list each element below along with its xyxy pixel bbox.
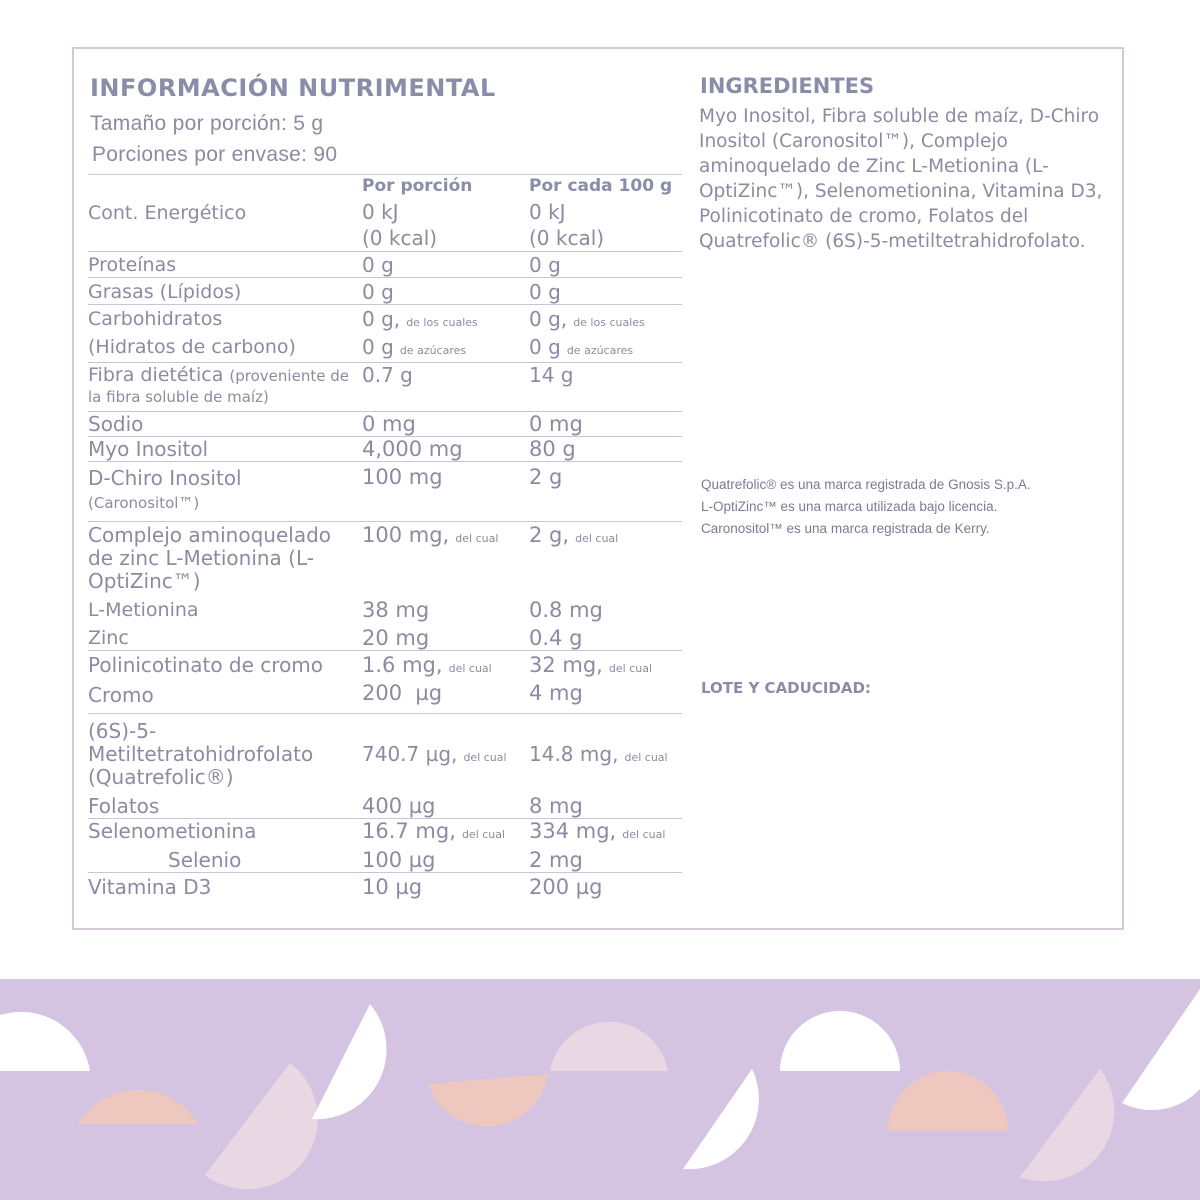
folate-complex-value-100g: 14.8 mg,	[529, 742, 619, 766]
serving-size: Tamaño por porción: 5 g	[90, 112, 324, 135]
nutrition-title: INFORMACIÓN NUTRIMENTAL	[90, 74, 496, 102]
zinc-per-serving: 20 mg	[362, 626, 430, 650]
vitd-per-serving: 10 µg	[362, 873, 529, 900]
chromium-poly-value-serving: 1.6 mg,	[362, 653, 443, 677]
carbs-value-100g: 0 g,	[529, 307, 568, 331]
dchiro-per-100g: 2 g	[529, 462, 682, 522]
table-header-row	[88, 175, 682, 200]
selenium-per-serving: 100 µg	[362, 848, 436, 872]
sugars-per-100g	[529, 334, 682, 363]
row-label-chromium: Cromo	[88, 683, 154, 707]
table-row	[88, 252, 682, 278]
table-row	[88, 278, 682, 305]
carbs-note-serving: de los cuales	[406, 316, 478, 329]
seleno-note-serving: del cual	[461, 828, 506, 841]
row-label-carbs-sub: (Hidratos de carbono)	[88, 336, 296, 358]
row-label-chromium-poly: Polinicotinato de cromo	[88, 651, 362, 681]
fiber-label: Fibra dietética	[88, 364, 224, 386]
dchiro-per-serving: 100 mg	[362, 462, 529, 522]
seleno-per-serving	[362, 819, 529, 847]
table-row	[88, 714, 682, 790]
fiber-label-note: (proveniente de la fibra soluble de maíz)	[88, 367, 349, 406]
carbs-value-serving: 0 g,	[362, 307, 401, 331]
methionine-per-100g: 0.8 mg	[529, 598, 603, 622]
table-row	[88, 462, 682, 522]
seleno-value-100g: 334 mg,	[529, 819, 617, 843]
row-label-folates: Folatos	[88, 794, 160, 818]
sodium-per-100g: 0 mg	[529, 412, 682, 437]
row-label-energy: Cont. Energético	[88, 202, 247, 224]
row-label-vitd: Vitamina D3	[88, 873, 362, 900]
folate-complex-note-100g: del cual	[624, 751, 668, 764]
sugars-value-serving: 0 g	[362, 335, 394, 359]
protein-per-serving: 0 g	[362, 252, 529, 278]
zinc-complex-value-100g: 2 g,	[529, 523, 570, 547]
table-row	[88, 437, 682, 462]
folate-complex-per-100g	[529, 714, 682, 790]
chromium-poly-value-100g: 32 mg,	[529, 653, 603, 677]
nutrition-table	[88, 174, 682, 899]
zinc-complex-value-serving: 100 mg,	[362, 523, 450, 547]
sugars-note-serving: de azúcares	[399, 344, 467, 357]
row-label-selenium: Selenio	[168, 848, 242, 872]
energy-kcal-serving: (0 kcal)	[362, 226, 438, 250]
table-row	[88, 334, 682, 363]
chromium-poly-note-100g: del cual	[608, 662, 653, 675]
vitd-per-100g: 200 µg	[529, 873, 682, 900]
ingredients-text: Myo Inositol, Fibra soluble de maíz, D-Chiro Inositol (Caronositol™), Complejo aminoquelado de Zinc L-Metionina (L-OptiZinc™), Selenometionina, Vitamina D3, Polinicotinato de cromo, Folatos del Quatrefolic® (6S)-5-metiltetrahidrofolato.	[699, 106, 1103, 252]
seleno-per-100g	[529, 819, 682, 847]
table-row	[88, 789, 682, 819]
zinc-complex-note-100g: del cual	[575, 532, 619, 545]
row-label-seleno: Selenometionina	[88, 819, 362, 847]
table-row	[88, 363, 682, 412]
chromium-poly-per-serving	[362, 651, 529, 681]
folate-complex-value-serving: 740.7 µg,	[362, 742, 458, 766]
table-row	[88, 819, 682, 847]
seleno-note-100g: del cual	[622, 828, 666, 841]
row-label-zinc-complex: Complejo aminoquelado de zinc L-Metionina (L-OptiZinc™)	[88, 522, 362, 594]
table-row	[88, 846, 682, 873]
zinc-complex-per-serving	[362, 522, 529, 594]
energy-per-serving	[362, 199, 529, 252]
trademark-caronositol: Caronositol™ es una marca registrada de Kerry.	[701, 521, 990, 536]
row-label-protein: Proteínas	[88, 252, 362, 278]
ingredients-title: INGREDIENTES	[700, 74, 875, 98]
row-label-sodium: Sodio	[88, 412, 362, 437]
myo-per-serving: 4,000 mg	[362, 437, 529, 462]
table-row	[88, 199, 682, 252]
energy-kcal-100g: (0 kcal)	[529, 226, 605, 250]
header-blank	[88, 175, 362, 200]
header-per-serving: Por porción	[362, 175, 529, 200]
row-label-myo: Myo Inositol	[88, 437, 362, 462]
folates-per-100g: 8 mg	[529, 794, 583, 818]
table-row	[88, 593, 682, 622]
band-background	[0, 979, 1200, 1200]
table-row	[88, 622, 682, 651]
selenium-per-100g: 2 mg	[529, 848, 583, 872]
row-label-dchiro	[88, 462, 362, 522]
sugars-value-100g: 0 g	[529, 335, 561, 359]
chromium-per-serving: 200 µg	[362, 681, 443, 705]
row-label-carbs: Carbohidratos	[88, 305, 362, 335]
servings-per-container: Porciones por envase: 90	[92, 143, 338, 166]
zinc-complex-note-serving: del cual	[455, 532, 499, 545]
sugars-note-100g: de azúcares	[566, 344, 634, 357]
myo-per-100g: 80 g	[529, 437, 682, 462]
sugars-per-serving	[362, 334, 529, 363]
lot-expiry-label: LOTE Y CADUCIDAD:	[701, 679, 871, 697]
chromium-per-100g: 4 mg	[529, 681, 583, 705]
row-label-folate-complex: (6S)-5-Metiltetratohidrofolato (Quatrefolic®)	[88, 714, 362, 790]
folates-per-serving: 400 µg	[362, 794, 436, 818]
energy-kj-serving: 0 kJ	[362, 200, 399, 224]
table-row	[88, 412, 682, 437]
table-row	[88, 522, 682, 594]
fiber-per-100g: 14 g	[529, 363, 682, 412]
row-label-fiber	[88, 363, 362, 412]
carbs-note-100g: de los cuales	[573, 316, 645, 329]
seleno-value-serving: 16.7 mg,	[362, 819, 456, 843]
carbs-per-100g	[529, 305, 682, 335]
energy-kj-100g: 0 kJ	[529, 200, 566, 224]
carbs-per-serving	[362, 305, 529, 335]
trademark-quatrefolic: Quatrefolic® es una marca registrada de Gnosis S.p.A.	[701, 477, 1031, 492]
table-row	[88, 305, 682, 335]
zinc-per-100g: 0.4 g	[529, 626, 583, 650]
fiber-per-serving: 0.7 g	[362, 363, 529, 412]
chromium-poly-per-100g	[529, 651, 682, 681]
folate-complex-per-serving	[362, 714, 529, 790]
methionine-per-serving: 38 mg	[362, 598, 430, 622]
decorative-band	[0, 979, 1200, 1200]
dchiro-label: D-Chiro Inositol	[88, 466, 242, 490]
chromium-poly-note-serving: del cual	[448, 662, 492, 675]
row-label-zinc: Zinc	[88, 627, 129, 649]
folate-complex-note-serving: del cual	[463, 751, 507, 764]
protein-per-100g: 0 g	[529, 252, 682, 278]
fat-per-serving: 0 g	[362, 278, 529, 305]
zinc-complex-per-100g	[529, 522, 682, 594]
header-per-100g: Por cada 100 g	[529, 175, 682, 200]
table-row	[88, 680, 682, 714]
table-row	[88, 873, 682, 900]
trademark-optizinc: L-OptiZinc™ es una marca utilizada bajo licencia.	[701, 499, 998, 514]
row-label-methionine: L-Metionina	[88, 599, 199, 621]
table-row	[88, 651, 682, 681]
trademark-notes	[701, 474, 1121, 540]
dchiro-label-note: (Caronositol™)	[88, 494, 200, 512]
sodium-per-serving: 0 mg	[362, 412, 529, 437]
fat-per-100g: 0 g	[529, 278, 682, 305]
row-label-fat: Grasas (Lípidos)	[88, 278, 362, 305]
energy-per-100g	[529, 199, 682, 252]
